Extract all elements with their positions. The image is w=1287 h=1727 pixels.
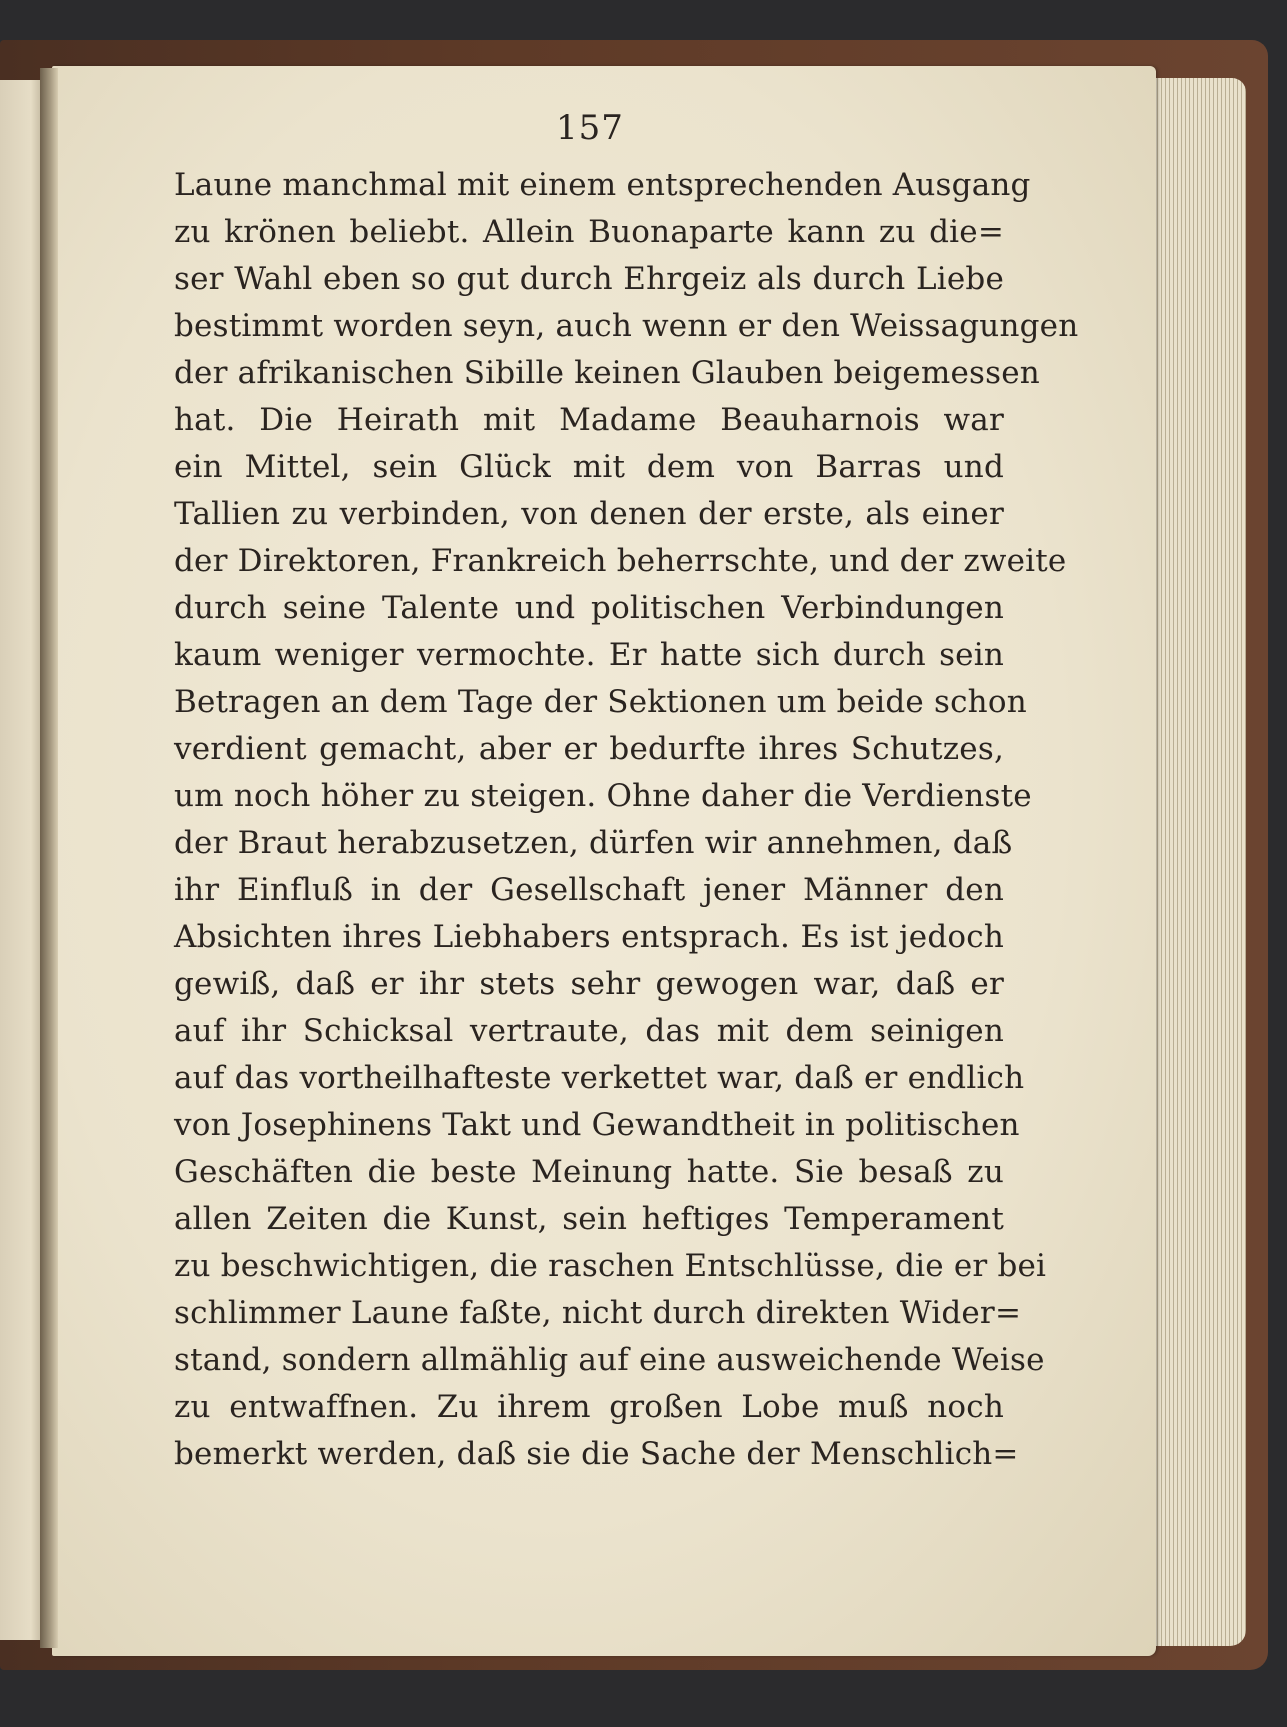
text-line: Betragen an dem Tage der Sektionen um beide schon — [174, 684, 1027, 720]
text-line: hat. Die Heirath mit Madame Beauharnois war — [174, 402, 1004, 438]
text-line: Tallien zu verbinden, von denen der erste, als einer — [174, 496, 1004, 532]
left-page-edge — [0, 80, 44, 1640]
text-line: stand, sondern allmählig auf eine ausweichende Weise — [174, 1342, 1045, 1378]
text-line: der Braut herabzusetzen, dürfen wir annehmen, daß — [174, 825, 1013, 861]
text-line: ser Wahl eben so gut durch Ehrgeiz als durch Liebe — [174, 261, 1004, 297]
text-line: ihr Einfluß in der Gesellschaft jener Männer den — [174, 872, 1004, 908]
text-line: durch seine Talente und politischen Verbindungen — [174, 590, 1004, 626]
text-line: Geschäften die beste Meinung hatte. Sie besaß zu — [174, 1154, 1004, 1190]
text-line: Laune manchmal mit einem entsprechenden Ausgang — [174, 167, 1031, 203]
text-line: kaum weniger vermochte. Er hatte sich durch sein — [174, 637, 1004, 673]
text-line: auf ihr Schicksal vertraute, das mit dem seinigen — [174, 1013, 1004, 1049]
text-line: verdient gemacht, aber er bedurfte ihres Schutzes, — [174, 731, 1004, 767]
text-line: ein Mittel, sein Glück mit dem von Barras und — [174, 449, 1004, 485]
page-stack-edges — [1150, 78, 1246, 1646]
text-line: bestimmt worden seyn, auch wenn er den Weissagungen — [174, 308, 1079, 344]
text-line: bemerkt werden, daß sie die Sache der Menschlich= — [174, 1436, 1019, 1472]
text-line: der afrikanischen Sibille keinen Glauben beigemessen — [174, 355, 1040, 391]
text-line: auf das vortheilhafteste verkettet war, daß er endlich — [174, 1060, 1025, 1096]
page-number: 157 — [556, 108, 624, 148]
text-line: gewiß, daß er ihr stets sehr gewogen war, daß er — [174, 966, 1004, 1002]
text-line: zu entwaffnen. Zu ihrem großen Lobe muß noch — [174, 1389, 1004, 1425]
body-text — [174, 162, 1079, 1478]
text-line: von Josephinens Takt und Gewandtheit in politischen — [174, 1107, 1020, 1143]
text-line: zu krönen beliebt. Allein Buonaparte kann zu die= — [174, 214, 1004, 250]
text-line: schlimmer Laune faßte, nicht durch direkten Wider= — [174, 1295, 1022, 1331]
text-line: zu beschwichtigen, die raschen Entschlüsse, die er bei — [174, 1248, 1047, 1284]
text-line: um noch höher zu steigen. Ohne daher die Verdienste — [174, 778, 1032, 814]
text-line: allen Zeiten die Kunst, sein heftiges Temperament — [174, 1201, 1004, 1237]
book-gutter — [40, 68, 58, 1648]
text-line: Absichten ihres Liebhabers entsprach. Es ist jedoch — [174, 919, 1004, 955]
text-line: der Direktoren, Frankreich beherrschte, und der zweite — [174, 543, 1067, 579]
